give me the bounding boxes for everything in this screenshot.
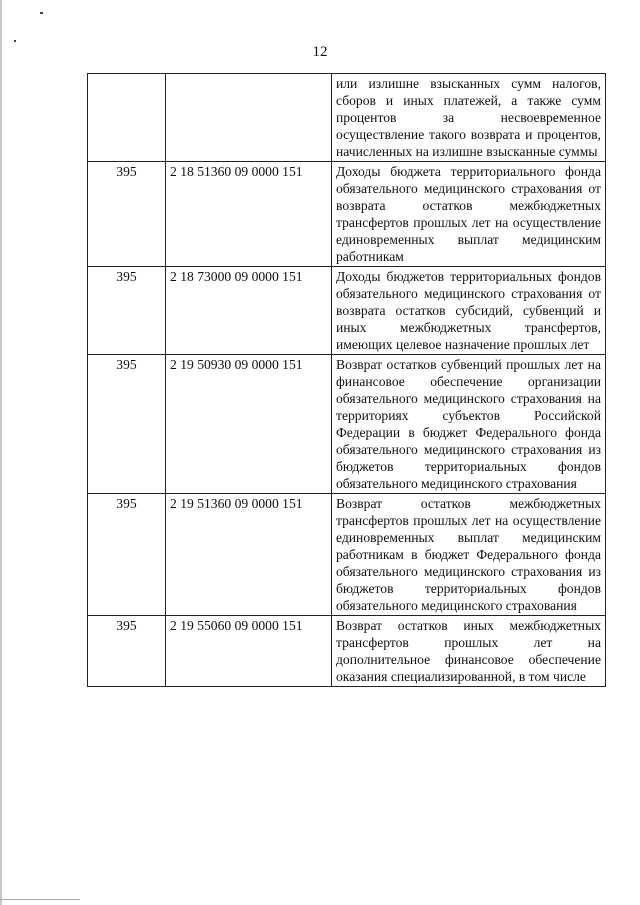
- budget-code-cell: 2 19 50930 09 0000 151: [166, 355, 332, 494]
- scan-left-edge: [0, 0, 2, 905]
- footer-rule: [0, 899, 80, 900]
- table-row: [88, 616, 606, 687]
- budget-code-cell: 2 19 55060 09 0000 151: [166, 616, 332, 687]
- table-row: [88, 267, 606, 355]
- description-cell: Возврат остатков межбюджетных трансфертов прошлых лет на осуществление единовременных выплат медицинским работникам в бюджет Федерального фонда обязательного медицинского страхования из бюджетов территориальных фондов обязательного медицинского страхования: [332, 494, 606, 616]
- table-row: [88, 74, 606, 162]
- scan-speck: [14, 40, 16, 42]
- budget-code-cell: 2 18 51360 09 0000 151: [166, 162, 332, 267]
- budget-code-cell: 2 18 73000 09 0000 151: [166, 267, 332, 355]
- description-cell: Доходы бюджета территориального фонда обязательного медицинского страхования от возврата остатков межбюджетных трансфертов прошлых лет на осуществление единовременных выплат медицинским работникам: [332, 162, 606, 267]
- admin-code-cell: 395: [88, 267, 166, 355]
- table-row: [88, 355, 606, 494]
- budget-code-cell: [166, 74, 332, 162]
- admin-code-cell: 395: [88, 494, 166, 616]
- admin-code-cell: 395: [88, 162, 166, 267]
- admin-code-cell: 395: [88, 616, 166, 687]
- admin-code-cell: [88, 74, 166, 162]
- classification-table: [87, 73, 606, 687]
- description-cell: Возврат остатков иных межбюджетных трансфертов прошлых лет на дополнительное финансовое обеспечение оказания специализированной, в том числе: [332, 616, 606, 687]
- description-cell: или излишне взысканных сумм налогов, сборов и иных платежей, а также сумм процентов за несвоевременное осуществление такого возврата и процентов, начисленных на излишне взысканные суммы: [332, 74, 606, 162]
- table-row: [88, 494, 606, 616]
- table-row: [88, 162, 606, 267]
- page-number: 12: [312, 44, 328, 60]
- budget-code-cell: 2 19 51360 09 0000 151: [166, 494, 332, 616]
- admin-code-cell: 395: [88, 355, 166, 494]
- description-cell: Возврат остатков субвенций прошлых лет на финансовое обеспечение организации обязательного медицинского страхования на территориях субъектов Российской Федерации в бюджет Федерального фонда обязательного медицинского страхования из бюджетов территориальных фондов обязательного медицинского страхования: [332, 355, 606, 494]
- scan-speck: [40, 12, 43, 14]
- description-cell: Доходы бюджетов территориальных фондов обязательного медицинского страхования от возврата остатков субсидий, субвенций и иных межбюджетных трансфертов, имеющих целевое назначение прошлых лет: [332, 267, 606, 355]
